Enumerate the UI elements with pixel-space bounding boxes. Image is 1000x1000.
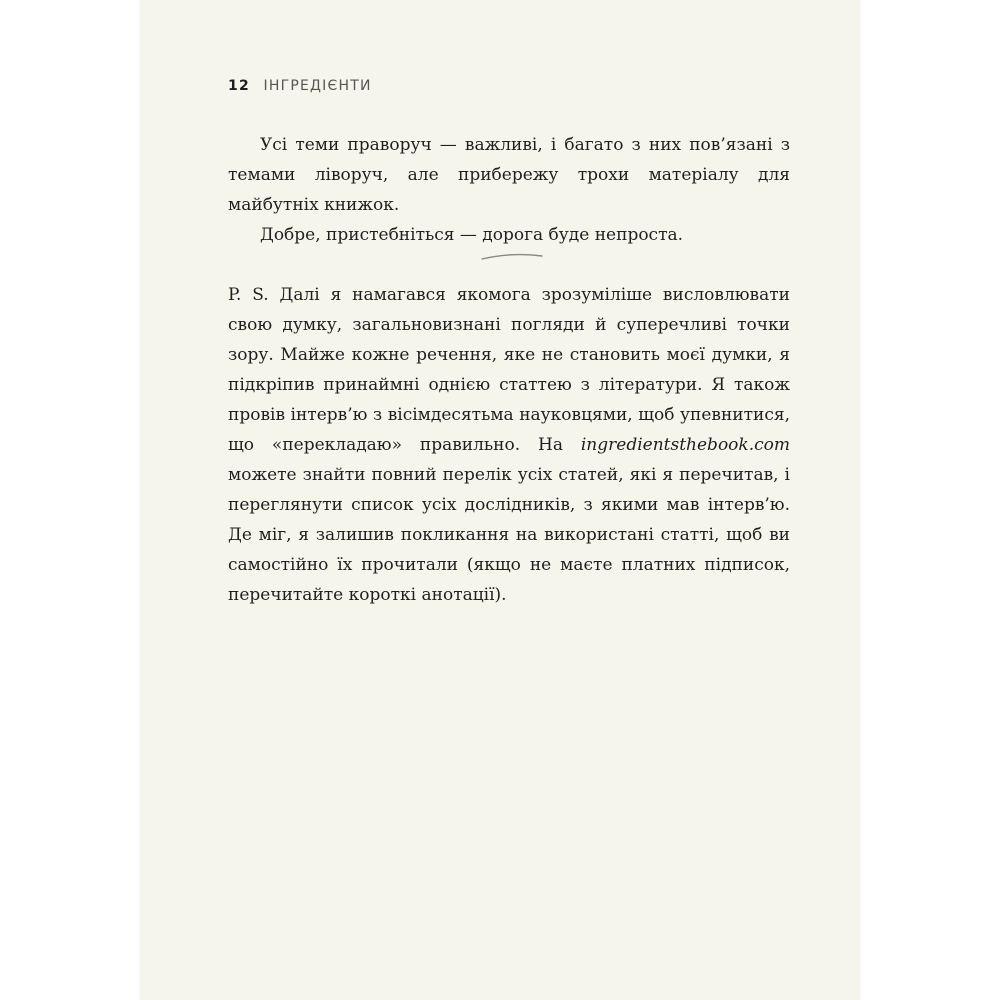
- book-page: [140, 0, 860, 1000]
- postscript-paragraph: [228, 280, 790, 610]
- intro-text: [228, 130, 790, 250]
- postscript-text-end: можете знайти повний перелік усіх статей, які я перечитав, і переглянути список усіх дослідників, з якими мав інтерв’ю. Де міг, я залишив покликання на використані статті, щоб ви самостійно їх прочитали (якщо не маєте платних підписок, перечитайте короткі анотації).: [228, 465, 790, 605]
- section-divider-ornament: [480, 250, 544, 264]
- postscript-text-start: P. S. Далі я намагався якомога зрозуміліше висловлювати свою думку, загальновизнані погляди й суперечливі точки зору. Майже кожне речення, яке не становить моєї думки, я підкріпив принаймні однією статтею з літератури. Я також провів інтерв’ю з вісімдесятьма науковцями, щоб упевнитися, що «перекладаю» правильно. На: [228, 285, 790, 455]
- page-number: 12: [228, 78, 250, 94]
- section-title: ІНГРЕДІЄНТИ: [263, 78, 372, 94]
- book-website-link: ingredientsthebook.com: [580, 435, 790, 455]
- paragraph: Усі теми праворуч — важливі, і багато з них пов’язані з темами ліворуч, але прибережу трохи матеріалу для майбутніх книжок.: [228, 135, 790, 215]
- running-head: [228, 78, 372, 94]
- paragraph: Добре, пристебніться — дорога буде непроста.: [260, 225, 684, 245]
- postscript-text: [228, 280, 790, 610]
